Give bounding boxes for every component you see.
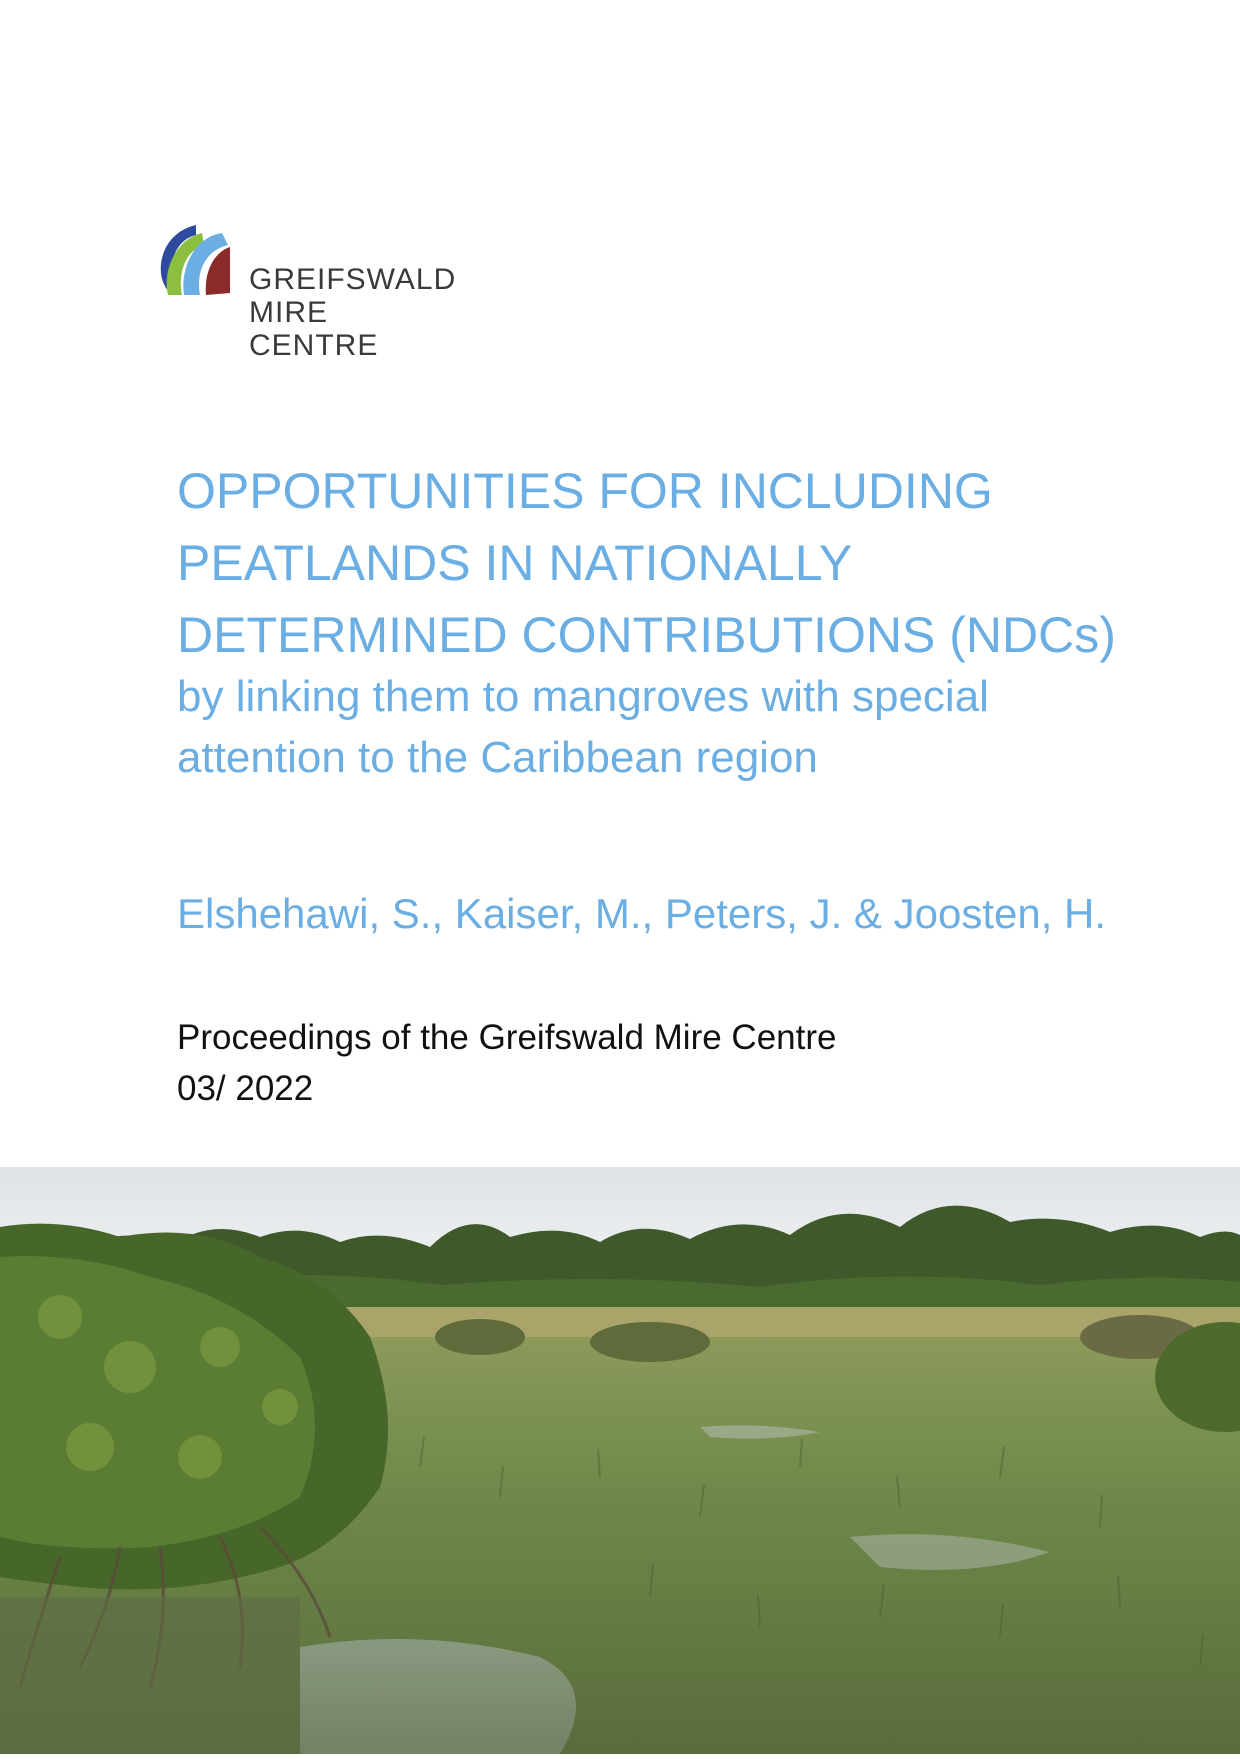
report-subtitle [177, 666, 1177, 788]
logo-wordmark [249, 263, 456, 362]
logo-line-2: MIRE [249, 296, 328, 329]
author-list: Elshehawi, S., Kaiser, M., Peters, J. & Joosten, H. [177, 890, 1107, 937]
logo-line-1: GREIFSWALD [249, 263, 457, 296]
mangrove-wetland-photo [0, 1167, 1240, 1754]
series-name: Proceedings of the Greifswald Mire Centre [177, 1018, 837, 1057]
logo-mark-icon [150, 215, 240, 305]
subtitle-line-1: by linking them to mangroves with special [177, 672, 989, 721]
title-line-1: OPPORTUNITIES FOR INCLUDING [177, 463, 993, 519]
report-title [177, 455, 1177, 671]
title-line-2: PEATLANDS IN NATIONALLY [177, 535, 853, 591]
subtitle-line-2: attention to the Caribbean region [177, 733, 818, 782]
logo-line-3: CENTRE [249, 329, 379, 362]
series-info [177, 1012, 1077, 1114]
greifswald-mire-centre-logo [150, 215, 457, 365]
cover-photo [0, 1167, 1240, 1754]
title-line-3: DETERMINED CONTRIBUTIONS (NDCs) [177, 607, 1116, 663]
series-issue: 03/ 2022 [177, 1069, 314, 1108]
